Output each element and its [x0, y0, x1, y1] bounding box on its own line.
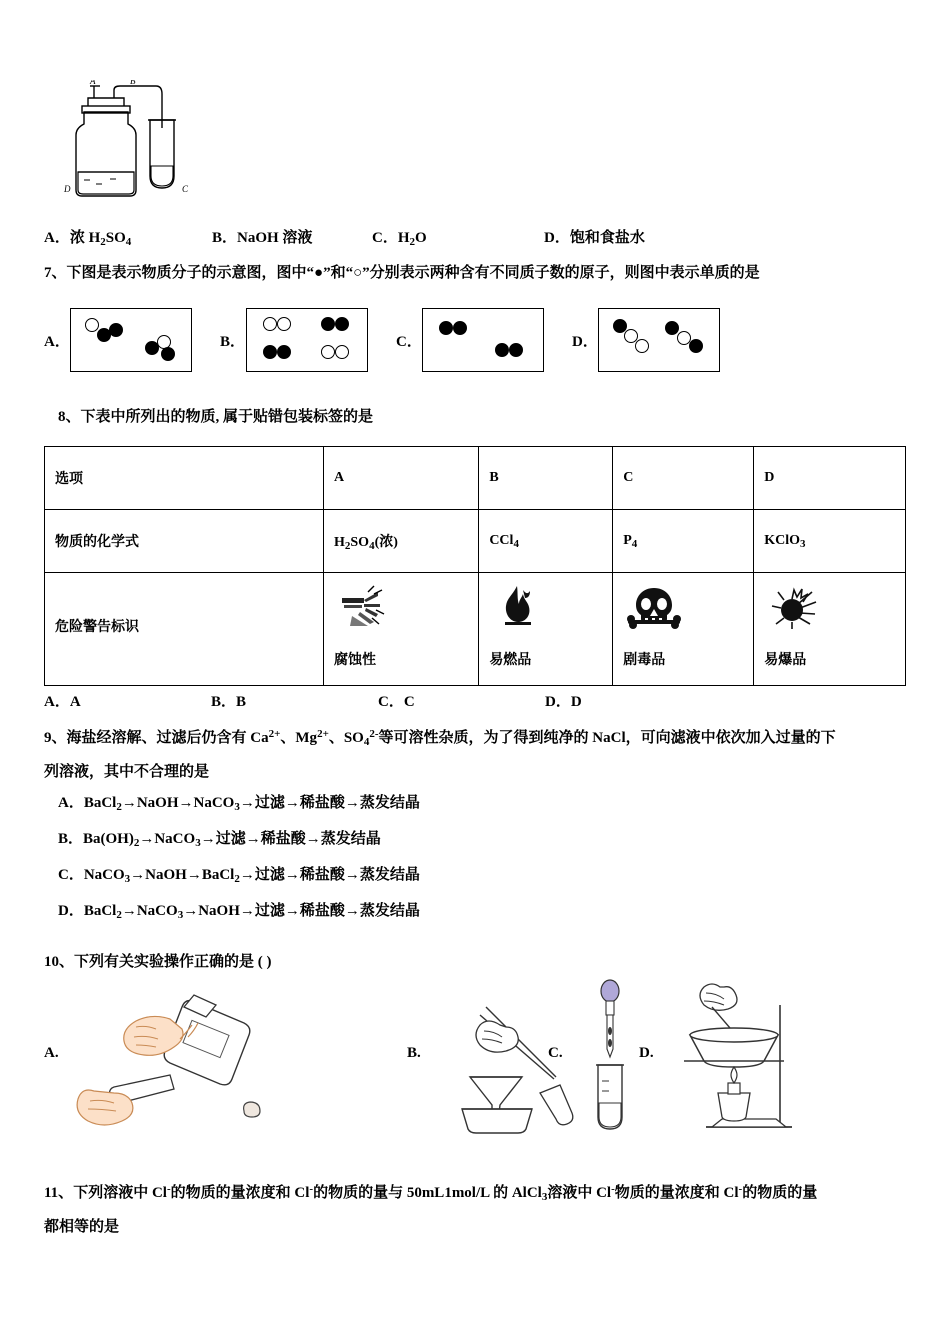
q7-choice-b-label: B．	[220, 333, 246, 350]
q6-option-c: C．$H_2O$	[372, 230, 427, 248]
table-label-formula: 物质的化学式	[45, 510, 324, 573]
atom-filled	[335, 317, 349, 331]
atom-filled	[495, 343, 509, 357]
q8-stem-text: 下表中所列出的物质, 属于贴错包装标签的是	[80, 409, 374, 425]
hazard-cell-d	[754, 573, 906, 686]
corrosive-icon	[334, 581, 468, 633]
q6-option-a: A．浓 $H_2SO_4$	[44, 230, 132, 248]
table-header-c: C	[613, 447, 754, 510]
q10-stem-text: 下列有关实验操作正确的是 ( )	[74, 954, 272, 970]
gas-apparatus-svg	[44, 80, 244, 205]
atom-open	[263, 317, 277, 331]
atom-open	[635, 339, 649, 353]
atom-filled	[689, 339, 703, 353]
q7-stem-text: 下图是表示物质分子的示意图，图中“●”和“○”分别表示两种含有不同质子数的原子，则图中表示单质的是	[66, 265, 760, 281]
hazard-name-b: 易燃品	[489, 653, 532, 668]
table-header-b: B	[479, 447, 613, 510]
q9-stem-line1: 9、海盐经溶解、过滤后仍含有 $Ca^{2+}$、$Mg^{2+}$、$SO_4^{2-}$等可溶性杂质，为了得到纯净的 NaCl，可向滤液中依次加入过量的下	[44, 728, 836, 748]
atom-filled	[509, 343, 523, 357]
formula-d: KClO$_3$	[754, 510, 906, 573]
q7-molecule-box-a[interactable]	[70, 308, 192, 372]
q7-choices-row	[44, 308, 906, 372]
q10-stem	[44, 947, 906, 977]
hazard-table	[44, 446, 906, 686]
q8-answer-a: A．A	[44, 694, 81, 710]
q7-molecule-box-b[interactable]	[246, 308, 368, 372]
table-label-hazard-text: 危险警告标识	[55, 620, 139, 635]
test-tube-icon[interactable]	[580, 977, 640, 1147]
hazard-cell-a	[324, 573, 479, 686]
atom-filled	[161, 347, 175, 361]
hazard-cell-b	[479, 573, 613, 686]
atom-open	[321, 345, 335, 359]
atom-filled	[453, 321, 467, 335]
hazard-cell-c	[613, 573, 754, 686]
q9-option-a: A．BaCl$_2$→NaOH→NaCO$_3$→过滤→稀盐酸→蒸发结晶	[58, 795, 420, 813]
table-row-headers	[45, 447, 906, 510]
q10-choice-c-label: C.	[548, 1045, 563, 1061]
q6-options-row	[44, 226, 906, 248]
q8-answer-d: D．D	[545, 694, 582, 710]
flammable-icon	[489, 581, 602, 633]
formula-a: $H_2SO_4$(浓)	[324, 510, 479, 573]
q7-number: 7、	[44, 265, 67, 281]
q6-option-b: B．NaOH 溶液	[212, 230, 313, 246]
q10-choices-row	[44, 983, 906, 1148]
q8-answer-b: B．B	[211, 694, 247, 710]
hazard-name-a: 腐蚀性	[334, 653, 376, 668]
atom-open	[335, 345, 349, 359]
table-row-hazard-icons	[45, 573, 906, 686]
q7-choice-c-label: C．	[396, 333, 422, 350]
q8-answer-c: C．C	[378, 694, 415, 710]
table-header-option: 选项	[45, 447, 324, 510]
table-header-d: D	[754, 447, 906, 510]
hazard-name-c: 剧毒品	[623, 653, 666, 668]
q10-number: 10、	[44, 954, 75, 970]
q7-molecule-box-c[interactable]	[422, 308, 544, 372]
formula-c: $P_4$	[613, 510, 754, 573]
q11-stem-line1: 11、下列溶液中 Cl-的物质的量浓度和 Cl-的物质的量与 50mL1mol/L 的 AlCl$_3$溶液中 Cl-物质的量浓度和 Cl-的物质的量	[44, 1183, 818, 1203]
q7-stem	[44, 258, 906, 288]
formula-b: CCl$_4$	[479, 510, 613, 573]
filtering-funnel-icon[interactable]	[436, 981, 586, 1146]
q11-number: 11、	[44, 1185, 74, 1201]
q10-choice-a-label: A.	[44, 1045, 59, 1061]
table-row-formulas	[45, 510, 906, 573]
atom-filled	[263, 345, 277, 359]
atom-filled	[277, 345, 291, 359]
figure-label-D: D	[64, 184, 71, 194]
figure-label-B: B	[130, 80, 136, 86]
q9-option-d: D．BaCl$_2$→NaCO$_3$→NaOH→过滤→稀盐酸→蒸发结晶	[58, 903, 420, 921]
figure-label-C: C	[182, 184, 189, 194]
atom-open	[277, 317, 291, 331]
q9-option-c: C．NaCO$_3$→NaOH→BaCl$_2$→过滤→稀盐酸→蒸发结晶	[58, 867, 420, 885]
q8-answers-row	[44, 690, 906, 711]
q7-choice-a-label: A．	[44, 333, 70, 350]
q8-number: 8、	[58, 409, 81, 425]
atom-filled	[321, 317, 335, 331]
q10-choice-b-label: B.	[407, 1045, 421, 1061]
q7-molecule-box-d[interactable]	[598, 308, 720, 372]
evaporating-dish-icon[interactable]	[666, 977, 806, 1147]
q11-stem-line2: 都相等的是	[44, 1219, 120, 1235]
hazard-name-d: 易爆品	[764, 653, 807, 668]
gas-apparatus-figure	[44, 80, 906, 220]
q7-choice-d-label: D．	[572, 333, 598, 350]
explosive-icon	[764, 581, 895, 633]
atom-filled	[439, 321, 453, 335]
page-content	[44, 0, 906, 1242]
atom-filled	[665, 321, 679, 335]
q6-option-d: D．饱和食盐水	[544, 230, 645, 246]
toxic-skull-icon	[623, 581, 743, 633]
table-label-hazard	[45, 573, 324, 686]
q8-stem	[44, 402, 906, 432]
figure-label-A: A	[90, 80, 96, 86]
q9-option-b: B．$Ba(OH)_2\to NaCO_3\to$过滤→稀盐酸→蒸发结晶	[58, 831, 381, 849]
atom-filled	[109, 323, 123, 337]
q10-choice-d-label: D.	[639, 1045, 654, 1061]
q9-stem-line2: 列溶液，其中不合理的是	[44, 764, 210, 780]
pouring-liquid-icon[interactable]	[74, 983, 284, 1148]
table-header-a: A	[324, 447, 479, 510]
q9-number: 9、	[44, 730, 67, 746]
atom-open	[85, 318, 99, 332]
